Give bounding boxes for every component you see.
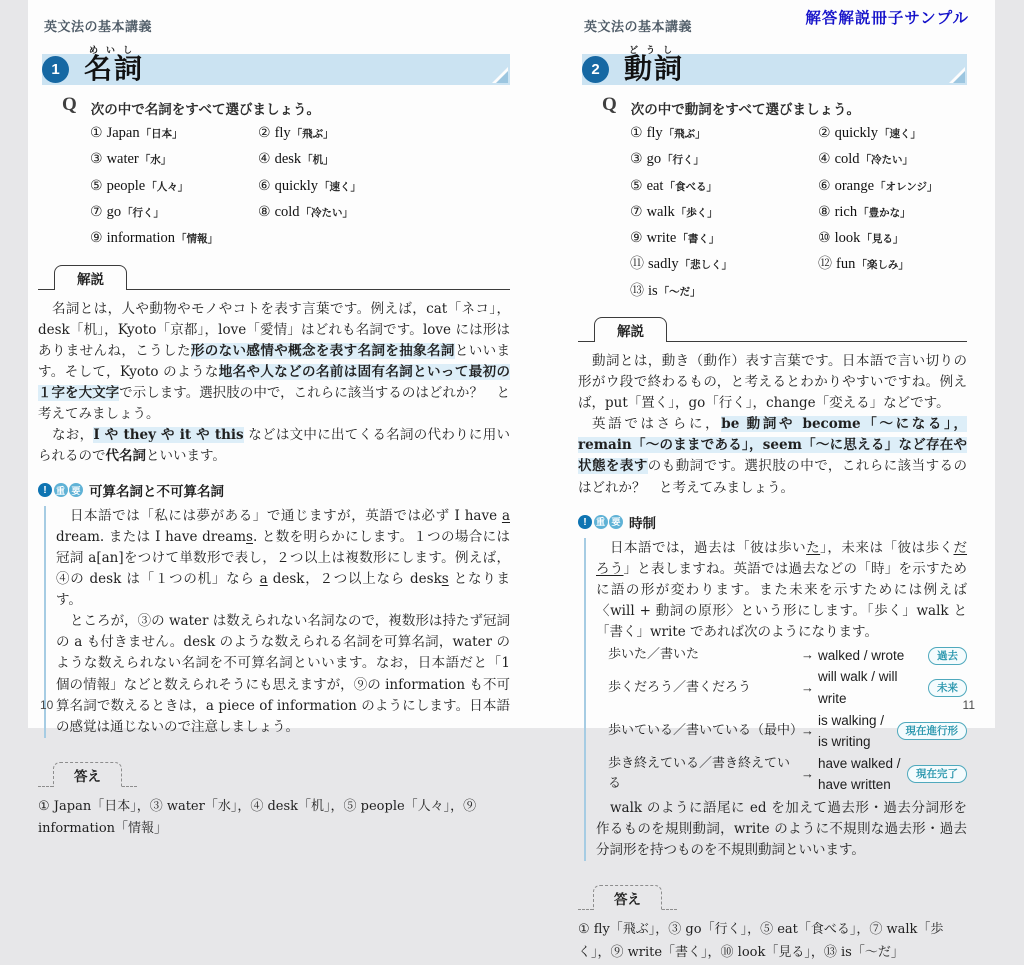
juu-circle-icon: 重 — [54, 483, 68, 497]
question-row — [602, 95, 967, 118]
important-icon — [578, 515, 623, 529]
option-number: ⑨ — [90, 229, 103, 245]
options-list — [90, 122, 510, 250]
section-number-badge: 2 — [582, 56, 609, 83]
important-block — [38, 480, 510, 738]
option-item — [258, 201, 510, 224]
arrow-icon: → — [801, 722, 814, 738]
option-number: ③ — [90, 150, 103, 167]
answer-text: ① fly「飛ぶ」，③ go「行く」，⑤ eat「食べる」，⑦ walk「歩く」，⑨ write「書く」，⑩ look「見る」，⑬ is「～だ」 — [578, 922, 944, 960]
option-number: ⑪ — [630, 255, 644, 272]
option-word: fly — [646, 125, 663, 141]
option-number: ⑨ — [630, 229, 643, 245]
page-number: 11 — [962, 698, 975, 712]
option-number: ② — [258, 124, 271, 140]
tense-japanese: 歩いた／書いた — [608, 647, 700, 663]
option-meaning: 「食べる」 — [664, 180, 717, 193]
option-meaning: 「冷たい」 — [860, 154, 914, 167]
answer-text: ① Japan「日本」，③ water「水」，④ desk「机」，⑤ people「人々」，⑨ information「情報」 — [38, 798, 477, 837]
answer-tab: 答え — [593, 885, 662, 910]
important-block — [578, 512, 967, 862]
tense-japanese: 歩き終えている／書き終えている — [608, 755, 791, 792]
option-item — [90, 201, 258, 224]
tab-line — [122, 762, 137, 787]
page-left — [28, 0, 540, 837]
important-header — [38, 480, 510, 500]
option-meaning: 「飛ぶ」 — [663, 128, 706, 140]
explanation-paragraph: 名詞とは，人や動物やモノやコトを表す言葉です。例えば，cat「ネコ」，desk「机」，Kyoto「京都」，love「愛情」はどれも名詞です。love には形はありませんね，こうした形のない感情や概念を表す名詞を抽象名詞といいます。そして，Kyoto のような地名や人などの名前は固有名詞といって最初の１字を大文字で示します。選択肢の中で，これらに該当するのはどれか？ と考えてみましょう。 — [38, 300, 511, 422]
option-item — [90, 175, 258, 198]
section-title-wrap — [84, 45, 144, 84]
tense-english: will walk / will write — [818, 669, 898, 706]
option-meaning: 「情報」 — [176, 233, 219, 245]
option-meaning: 「～だ」 — [658, 285, 701, 298]
series-label: 英文法の基本講義 — [584, 19, 693, 34]
option-meaning: 「豊かな」 — [858, 206, 911, 219]
fold-corner-icon — [496, 71, 508, 83]
option-word: fly — [274, 125, 291, 141]
tense-english: have walked / have written — [818, 755, 901, 793]
option-number: ⑧ — [258, 202, 271, 219]
option-number: ⑥ — [818, 176, 831, 193]
option-item — [818, 175, 967, 198]
option-number: ⑬ — [630, 281, 644, 298]
option-number: ② — [818, 124, 831, 140]
sample-label: 解答解説冊子サンプル — [805, 10, 969, 27]
juu-circle-icon: 重 — [594, 515, 608, 529]
tab-line — [578, 885, 593, 910]
book-spread — [28, 0, 995, 960]
answer-block — [38, 762, 510, 842]
important-title: 可算名詞と不可算名詞 — [89, 484, 224, 500]
tense-english: walked / wrote — [818, 647, 905, 663]
option-number: ① — [90, 124, 103, 140]
option-word: cold — [834, 151, 860, 168]
option-item — [630, 280, 818, 303]
tense-japanese: 歩いている／書いている（最中） — [608, 722, 804, 738]
option-number: ④ — [258, 150, 271, 167]
option-number: ⑤ — [90, 176, 103, 193]
explanation-paragraph: なお，I や they や it や this などは文中に出てくる名詞の代わりに用いられるので代名詞といいます。 — [38, 427, 511, 465]
tab-line — [578, 317, 594, 342]
option-number: ⑫ — [818, 255, 832, 272]
option-item — [258, 148, 510, 171]
option-word: water — [106, 151, 139, 168]
question-prompt: 次の中で動詞をすべて選びましょう。 — [630, 102, 861, 117]
answer-tab: 答え — [53, 762, 122, 787]
tense-badge: 未来 — [928, 679, 967, 697]
option-word: quickly — [274, 177, 319, 194]
furigana: めいし — [89, 44, 141, 55]
option-word: information — [106, 230, 176, 246]
arrow-icon: → — [801, 679, 814, 695]
tab-line — [127, 265, 510, 290]
option-word: walk — [646, 203, 675, 220]
arrow-icon: → — [801, 765, 814, 781]
important-body — [584, 538, 967, 862]
important-header — [578, 512, 967, 532]
option-item — [818, 253, 967, 276]
options-list — [630, 122, 967, 302]
option-number: ③ — [630, 150, 643, 167]
important-paragraph: ところが，③の water は数えられない名詞なので，複数形は持たず冠詞の a も付きません。desk のような数えられる名詞を可算名詞，water のような数えられない名詞を不可算名詞といいます。なお，日本語だと「1 個の情報」などと数えられそうにも思えますが，⑨の information も不可算名詞で数えるときは，a piece of information のようにします。日本語の感覚は通じないので注意しましょう。 — [56, 613, 510, 735]
option-item — [630, 227, 818, 250]
section-number-badge: 1 — [42, 56, 69, 83]
option-meaning: 「書く」 — [677, 233, 720, 245]
answer-header — [38, 762, 510, 787]
option-word: sadly — [648, 256, 679, 273]
explanation-paragraph: 英語ではさらに，be 動詞や become「～になる」，remain「～のままである」，seem「～に思える」など存在や状態を表すのも動詞です。選択肢の中で，これらに該当するのはどれか？ と考えてみましょう。 — [578, 416, 968, 496]
option-item — [630, 122, 818, 145]
option-meaning: 「速く」 — [319, 180, 362, 193]
option-word: eat — [646, 177, 664, 194]
question-row — [62, 95, 510, 118]
option-meaning: 「見る」 — [861, 233, 904, 245]
option-number: ⑦ — [630, 202, 643, 219]
tense-row — [608, 645, 967, 667]
option-item — [90, 122, 258, 145]
important-title: 時制 — [629, 515, 656, 531]
option-word: go — [646, 151, 662, 168]
option-item — [630, 175, 818, 198]
answer-header — [578, 885, 967, 910]
option-meaning: 「人々」 — [146, 180, 189, 193]
option-word: fun — [836, 256, 856, 273]
option-word: quickly — [834, 125, 879, 141]
option-word: look — [834, 230, 861, 246]
you-circle-icon: 要 — [69, 483, 83, 497]
tense-table — [608, 645, 967, 796]
option-meaning: 「行く」 — [662, 154, 705, 167]
tense-japanese: 歩くだろう／書くだろう — [608, 679, 752, 695]
option-item — [630, 253, 818, 276]
option-meaning: 「悲しく」 — [679, 259, 733, 272]
tense-row — [608, 753, 967, 796]
option-meaning: 「飛ぶ」 — [291, 128, 334, 140]
page-right — [540, 0, 995, 960]
option-item — [818, 201, 967, 224]
option-item — [90, 227, 258, 250]
page-number: 10 — [40, 698, 54, 712]
exclamation-icon: ! — [578, 515, 592, 529]
option-word: go — [106, 203, 122, 220]
tense-english: is walking / is writing — [818, 712, 885, 750]
option-word: rich — [834, 203, 858, 220]
important-paragraph: 日本語では「私には夢がある」で通じますが，英語では必ず I have a dream. または I have dreams. と数を明らかにします。１つの場合には冠詞 a[an]をつけて単数形で表し，２つ以上は複数形にします。例えば，④の desk は「１つの机」なら a desk，２つ以上なら desks となります。 — [56, 508, 510, 609]
option-word: is — [648, 282, 658, 299]
option-word: Japan — [106, 125, 140, 141]
kaisetsu-header — [38, 265, 510, 290]
important-paragraph: walk のように語尾に ed を加えて過去形・過去分詞形を作るものを規則動詞，write のように不規則な過去形・過去分詞形を持つものを不規則動詞といいます。 — [596, 799, 967, 859]
question-mark: Q — [62, 94, 77, 115]
important-icon — [38, 483, 83, 497]
kaisetsu-header — [578, 317, 967, 342]
page-title: 動詞 — [624, 53, 685, 85]
tab-line — [662, 885, 677, 910]
option-meaning: 「水」 — [139, 154, 172, 167]
option-word: desk — [274, 151, 302, 168]
tense-badge: 現在完了 — [907, 765, 967, 783]
option-meaning: 「冷たい」 — [300, 206, 354, 219]
option-meaning: 「机」 — [302, 154, 334, 167]
option-number: ④ — [818, 150, 831, 167]
important-body — [44, 506, 510, 738]
option-meaning: 「楽しみ」 — [856, 259, 909, 272]
tab-line — [667, 317, 967, 342]
option-meaning: 「速く」 — [879, 128, 922, 140]
series-label: 英文法の基本講義 — [44, 19, 153, 34]
question-prompt: 次の中で名詞をすべて選びましょう。 — [90, 102, 321, 117]
kaisetsu-tab: 解説 — [54, 265, 127, 290]
option-meaning: 「歩く」 — [675, 206, 718, 219]
explanation-paragraph: 動詞とは，動き（動作）表す言葉です。日本語で言い切りの形がウ段で終わるもの，と考えるとわかりやすいですね。例えば，put「置く」，go「行く」，change「変える」などです。 — [578, 353, 967, 412]
option-word: orange — [834, 177, 875, 194]
important-paragraph: 日本語では，過去は「彼は歩いた」，未来は「彼は歩くだろう」と表しますね。英語では過去などの「時」を示すために語の形が変わります。また未来を示すためには例えば〈will + 動詞の原形〉という形にします。「歩く」walk と「書く」write であれば次のようになります。 — [596, 539, 968, 640]
option-number: ⑧ — [818, 202, 831, 219]
option-number: ⑥ — [258, 176, 271, 193]
question-mark: Q — [602, 94, 617, 115]
option-item — [258, 175, 510, 198]
kaisetsu-tab: 解説 — [594, 317, 667, 342]
tense-badge: 過去 — [928, 647, 967, 665]
option-item — [90, 148, 258, 171]
option-number: ⑩ — [818, 229, 831, 245]
option-word: write — [646, 230, 677, 246]
option-number: ⑦ — [90, 202, 103, 219]
option-number: ① — [630, 124, 643, 140]
tab-line — [38, 762, 53, 787]
option-item — [818, 227, 967, 250]
you-circle-icon: 要 — [609, 515, 623, 529]
section-header — [578, 39, 967, 85]
section-header — [38, 39, 510, 85]
section-title-wrap — [624, 45, 684, 84]
option-item — [818, 122, 967, 145]
option-item — [818, 148, 967, 171]
option-word: cold — [274, 203, 300, 220]
tense-badge: 現在進行形 — [897, 722, 968, 740]
option-word: people — [106, 177, 146, 194]
page-title: 名詞 — [84, 53, 145, 85]
option-meaning: 「オレンジ」 — [875, 180, 938, 193]
option-item — [258, 122, 510, 145]
tab-line — [38, 265, 54, 290]
option-item — [630, 148, 818, 171]
option-meaning: 「行く」 — [122, 206, 165, 219]
tense-row — [608, 710, 967, 753]
answer-block — [578, 885, 967, 965]
exclamation-icon: ! — [38, 483, 52, 497]
option-item — [630, 201, 818, 224]
tense-row — [608, 666, 967, 709]
option-meaning: 「日本」 — [140, 128, 183, 140]
furigana: どうし — [629, 44, 681, 55]
fold-corner-icon — [953, 71, 965, 83]
arrow-icon: → — [801, 647, 814, 663]
option-number: ⑤ — [630, 176, 643, 193]
